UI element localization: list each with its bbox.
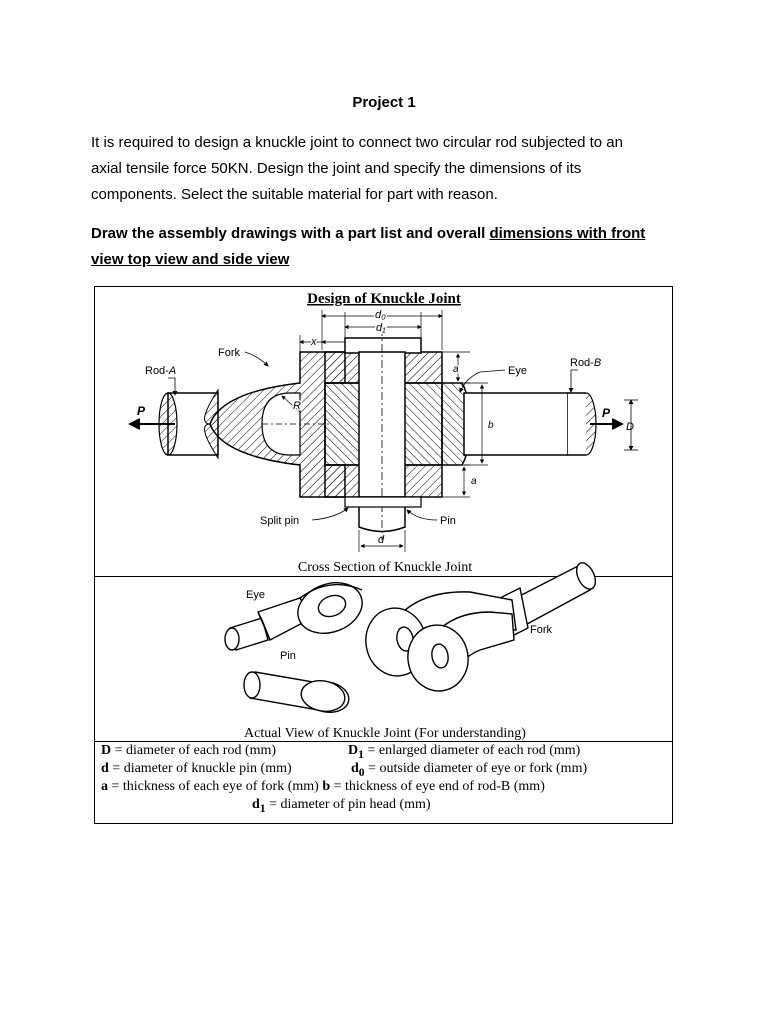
figure-heading: Design of Knuckle Joint (307, 291, 461, 307)
pin-label: Pin (440, 515, 456, 527)
rod-b (464, 393, 596, 455)
legend-row-4 (100, 796, 670, 814)
dim-d-big-label: D (626, 421, 634, 433)
legend-row-1 (100, 742, 670, 760)
dim-d1-label: d₁ (376, 322, 386, 334)
cross-section-caption: Cross Section of Knuckle Joint (297, 560, 473, 575)
force-p-right-label: P (602, 406, 611, 420)
dim-d0-label: d₀ (375, 309, 386, 321)
legend-d-pin: d = diameter of knuckle pin (mm) (101, 761, 292, 776)
legend-a-b: a = thickness of each eye of fork (mm) b = thickness of eye end of rod-B (mm) (101, 779, 545, 794)
legend-d1-head: $d_1$ = diameter of pin head (mm) (252, 797, 431, 815)
legend-row-2 (100, 760, 670, 778)
instruction-underlined-1: dimensions with front (489, 225, 646, 242)
instruction-text: Draw the assembly drawings with a part list and overall (91, 225, 490, 242)
dim-a-top-label: a (453, 364, 459, 375)
dim-b-label: b (488, 420, 494, 431)
iso-pin-part (244, 672, 351, 716)
instruction-underlined-2: view top view and side view (91, 251, 290, 268)
actual-view-caption: Actual View of Knuckle Joint (For understanding) (244, 726, 526, 741)
intro-line-2: axial tensile force 50KN. Design the joint and specify the dimensions of its (91, 160, 582, 177)
page-title: Project 1 (352, 94, 416, 111)
fork (205, 352, 345, 497)
iso-eye-part (225, 574, 369, 650)
legend-d-rod: D = diameter of each rod (mm) (101, 743, 277, 758)
iso-fork-label: Fork (530, 624, 552, 636)
intro-line-3: components. Select the suitable material for part with reason. (91, 186, 498, 203)
fork-label: Fork (218, 347, 240, 359)
iso-eye-label: Eye (246, 589, 265, 601)
symbol-legend (100, 742, 670, 814)
dim-x-label: x (311, 336, 317, 348)
split-pin-label: Split pin (260, 515, 300, 527)
rod-b-label: Rod-B (570, 357, 602, 369)
legend-d0-outside: $d_0$ = outside diameter of eye or fork (mm) (351, 761, 588, 779)
iso-pin-label: Pin (280, 650, 296, 662)
dim-r-label: R (293, 400, 301, 412)
rod-a-label: Rod-A (145, 365, 177, 377)
iso-fork-part (361, 560, 600, 696)
dim-d-small-label: d (378, 534, 385, 546)
dim-a-bottom-label: a (471, 476, 477, 487)
intro-line-1: It is required to design a knuckle joint to connect two circular rod subjected to an (91, 134, 623, 151)
force-p-left-label: P (137, 404, 146, 418)
legend-d1-enlarged: $D_1$ = enlarged diameter of each rod (mm) (348, 743, 581, 761)
eye-label: Eye (508, 365, 527, 377)
legend-row-3 (100, 778, 670, 796)
